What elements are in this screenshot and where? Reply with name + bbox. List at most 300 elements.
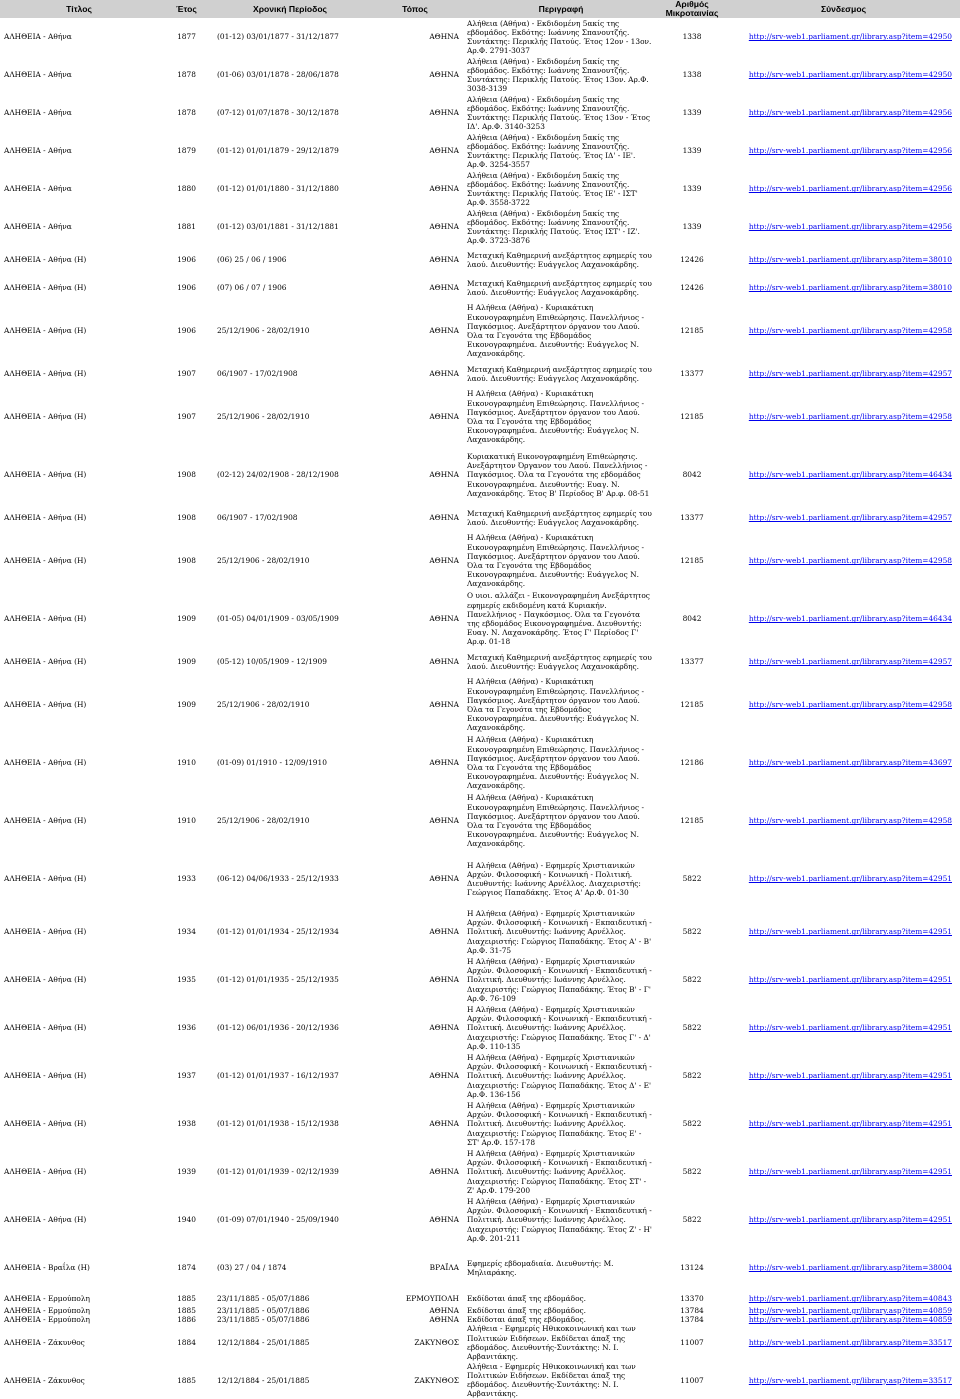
table-cell-year: 1885 [177,1306,196,1315]
table-cell-description: Η Αλήθεια (Αθήνα) - Εφημερίς Χριστιανικών Αρχών. Φιλοσοφική - Κοινωνική - Εκπαιδευτική - Πολιτική. Διευθυντής: Ιωάννης Αρνέλλος. Διαχειριστής: Γεώργιος Παπαδάκης. Έτος Δ' - Ε' Αρ.Φ. 136-156 [467,1052,652,1099]
table-cell-microfilm: 12185 [680,556,704,566]
library-link[interactable]: http://srv-web1.parliament.gr/library.asp?item=40843 [748,1294,952,1304]
table-cell-period: (02-12) 24/02/1908 - 28/12/1908 [217,470,339,480]
library-link[interactable]: http://srv-web1.parliament.gr/library.asp?item=42950 [748,32,952,42]
table-cell-title: ΑΛΗΘΕΙΑ - Αθήνα (Η) [4,874,87,884]
table-cell-year: 1909 [177,700,196,710]
library-link[interactable]: http://srv-web1.parliament.gr/library.asp?item=42951 [748,927,952,937]
library-link[interactable]: http://srv-web1.parliament.gr/library.asp?item=42951 [748,1071,952,1081]
table-cell-description: Η Αλήθεια (Αθήνα) - Κυριακάτικη Εικονογραφημένη Επιθεώρησις. Πανελλήνιος - Παγκόσμιος. Ανεξάρτητον όργανον του Λαού. Όλα τα Γεγονότα της Εβδομάδος Εικονογραφημένα. Διευθυντής: Ευάγγελος Ν. Λαχανοκάρδης. [467,793,644,849]
table-cell-microfilm: 13784 [680,1306,704,1315]
table-cell-microfilm: 12185 [680,412,704,422]
library-link[interactable]: http://srv-web1.parliament.gr/library.asp?item=38004 [748,1263,952,1273]
table-cell-description: Η Αλήθεια (Αθήνα) - Εφημερίς Χριστιανικών Αρχών. Φιλοσοφική - Κοινωνική - Εκπαιδευτική - Πολιτική. Διευθυντής: Ιωάννης Αρνέλλος. Διαχειριστής: Γεώργιος Παπαδάκης. Έτος Α' - Β' Αρ.Φ. 31-75 [467,908,652,955]
table-cell-description: Η Αλήθεια (Αθήνα) - Κυριακάτικη Εικονογραφημένη Επιθεώρησις. Πανελλήνιος - Παγκόσμιος. Ανεξάρτητον όργανον του Λαού. Όλα τα Γεγονότα της Εβδομάδος Εικονογραφημένα. Διευθυντής: Ευάγγελος Ν. Λαχανοκάρδης. [467,389,644,445]
table-cell-description: Εκδίδοται άπαξ της εβδομάδος. [467,1306,587,1315]
table-cell-title: ΑΛΗΘΕΙΑ - Αθήνα [4,108,72,118]
table-cell-description: Ο υιοι. αλλάζει - Εικονογραφημένη Ανεξάρτητος εφημερίς εκδιδομένη κατά Κυριακήν. Πανελλήνιος - Παγκόσμιος. Όλα τα Γεγονότα της εβδομάδος Εικονογραφημένα. Διευθυντής: Ευαγ. Ν. Λαχανοκάρδης. Έτος Γ' Περίοδος Γ' Αρ.φ. 01-18 [467,591,650,647]
library-link[interactable]: http://srv-web1.parliament.gr/library.asp?item=40859 [748,1315,952,1325]
table-cell-year: 1879 [177,146,196,156]
table-cell-title: ΑΛΗΘΕΙΑ - Ερμούπολη [4,1306,90,1315]
table-cell-microfilm: 13124 [680,1263,704,1273]
library-link[interactable]: http://srv-web1.parliament.gr/library.asp?item=42957 [748,369,952,379]
library-link[interactable]: http://srv-web1.parliament.gr/library.asp?item=46434 [748,470,952,480]
table-cell-period: 23/11/1885 - 05/07/1886 [217,1294,310,1304]
table-row [0,1315,960,1324]
header-row [0,0,960,18]
table-cell-microfilm: 12185 [680,700,704,710]
library-link[interactable]: http://srv-web1.parliament.gr/library.asp?item=42958 [748,816,952,826]
table-cell-period: 25/12/1906 - 28/02/1910 [217,816,310,826]
library-link[interactable]: http://srv-web1.parliament.gr/library.asp?item=42951 [748,1167,952,1177]
table-cell-description: Αλήθεια - Εφημερίς Ηθικοκοινωνική και των Πολιτικών Ειδήσεων. Εκδίδεται άπαξ της εβδομάδος. Διευθυντής-Συντάκτης: Ν. Ι. Αρβανιτάκης. [467,1324,636,1362]
table-cell-link [727,170,960,208]
table-row [0,504,960,532]
library-link[interactable]: http://srv-web1.parliament.gr/library.asp?item=42951 [748,1023,952,1033]
table-row [0,56,960,94]
header-period: Χρονική Περίοδος [215,0,365,18]
table-cell-microfilm: 5822 [682,927,702,937]
table-cell-title: ΑΛΗΘΕΙΑ - Αθήνα (Η) [4,369,87,379]
table-cell-place: ΕΡΜΟΥΠΟΛΗ [405,1294,459,1304]
table-cell-description: Αλήθεια (Αθήνα) - Εκδιδομένη 5ακίς της εβδομάδος. Εκδότης: Ιωάννης Σπανουτζής. Συντάκτης: Περικλής Πατούς. Έτος ΙΕ' - ΙΣΤ' Αρ.Φ. 3558-3722 [467,170,638,208]
header-year: Έτος [158,0,215,18]
table-cell-microfilm: 1338 [682,70,702,80]
table-cell-place: ΑΘΗΝΑ [429,283,459,293]
table-cell-link [727,532,960,590]
table-cell-title: ΑΛΗΘΕΙΑ - Ερμούπολη [4,1315,90,1325]
table-cell-link [727,208,960,246]
table-cell-description: Η Αλήθεια (Αθήνα) - Κυριακάτικη Εικονογραφημένη Επιθεώρησις. Πανελλήνιος - Παγκόσμιος. Ανεξάρτητον όργανον του Λαού. Όλα τα Γεγονότα της Εβδομάδος Εικονογραφημένα. Διευθυντής: Ευάγγελος Ν. Λαχανοκάρδης. [467,677,644,733]
table-row [0,676,960,734]
library-link[interactable]: http://srv-web1.parliament.gr/library.asp?item=42958 [748,412,952,422]
library-link[interactable]: http://srv-web1.parliament.gr/library.asp?item=42956 [748,184,952,194]
table-cell-year: 1936 [177,1023,196,1033]
table-row [0,532,960,590]
table-cell-link [727,1100,960,1148]
table-cell-link [727,1315,960,1324]
table-cell-period: (03) 27 / 04 / 1874 [217,1263,287,1273]
table-cell-microfilm: 1339 [682,108,702,118]
table-cell-link [727,18,960,56]
table-cell-place: ΑΘΗΝΑ [429,32,459,42]
table-cell-year: 1907 [177,369,196,379]
header-place: Τόπος [365,0,465,18]
library-link[interactable]: http://srv-web1.parliament.gr/library.asp?item=42951 [748,1215,952,1225]
library-link[interactable]: http://srv-web1.parliament.gr/library.asp?item=42957 [748,513,952,523]
table-cell-link [727,94,960,132]
table-cell-year: 1881 [177,222,196,232]
table-cell-description: Αλήθεια (Αθήνα) - Εκδιδομένη 5ακίς της εβδομάδος. Εκδότης: Ιωάννης Σπανουτζής. Συντάκτης: Περικλής Πατούς. Έτος 13ον - Έτος ΙΔ'. Αρ.Φ. 3140-3253 [467,94,650,132]
library-link[interactable]: http://srv-web1.parliament.gr/library.asp?item=42958 [748,326,952,336]
library-link[interactable]: http://srv-web1.parliament.gr/library.asp?item=42956 [748,146,952,156]
table-cell-title: ΑΛΗΘΕΙΑ - Αθήνα (Η) [4,927,87,937]
table-cell-year: 1933 [177,874,196,884]
table-cell-year: 1908 [177,556,196,566]
table-cell-year: 1880 [177,184,196,194]
table-cell-description: Η Αλήθεια (Αθήνα) - Εφημερίς Χριστιανικών Αρχών. Φιλοσοφική - Κοινωνική - Εκπαιδευτική - Πολιτική. Διευθυντής: Ιωάννης Αρνέλλος. Διαχειριστής: Γεώργιος Παπαδάκης. Έτος Γ' - Δ' Αρ.Φ. 110-135 [467,1004,652,1051]
table-cell-place: ΑΘΗΝΑ [429,556,459,566]
table-cell-place: ΑΘΗΝΑ [429,1315,459,1325]
table-cell-place: ΑΘΗΝΑ [429,184,459,194]
table-cell-place: ΑΘΗΝΑ [429,816,459,826]
table-cell-period: (01-12) 01/01/1938 - 15/12/1938 [217,1119,339,1129]
table-row [0,850,960,908]
table-cell-microfilm: 13377 [680,657,704,667]
table-cell-period: (01-12) 01/01/1935 - 25/12/1935 [217,975,339,985]
header-link: Σύνδεσμος [727,0,960,18]
table-cell-year: 1877 [177,32,196,42]
table-cell-microfilm: 12186 [680,758,704,768]
library-link[interactable]: http://srv-web1.parliament.gr/library.asp?item=42958 [748,700,952,710]
table-row [0,956,960,1004]
library-link[interactable]: http://srv-web1.parliament.gr/library.asp?item=43697 [748,758,952,768]
table-cell-year: 1907 [177,412,196,422]
table-cell-link [727,246,960,274]
table-cell-description: Αλήθεια (Αθήνα) - Εκδιδομένη 5ακίς της εβδομάδος. Εκδότης: Ιωάννης Σπανουτζής. Συντάκτης: Περικλής Πατούς. Έτος 12ον - 13ον. Αρ.Φ. 2791-3037 [467,18,652,56]
table-cell-microfilm: 1339 [682,184,702,194]
table-row [0,1306,960,1315]
table-cell-microfilm: 5822 [682,874,702,884]
table-cell-description: Αλήθεια (Αθήνα) - Εκδιδομένη 5ακίς της εβδομάδος. Εκδότης: Ιωάννης Σπανουτζής. Συντάκτης: Περικλής Πατούς. Έτος ΙΔ' - ΙΕ'. Αρ.Φ. 3254-3557 [467,132,636,170]
table-cell-place: ΑΘΗΝΑ [429,470,459,480]
table-cell-place: ΒΡΑΪΛΑ [429,1263,459,1273]
table-cell-microfilm: 5822 [682,1119,702,1129]
table-cell-link [727,1244,960,1292]
table-cell-place: ΑΘΗΝΑ [429,1119,459,1129]
table-cell-link [727,1361,960,1399]
table-cell-microfilm: 1339 [682,222,702,232]
table-cell-title: ΑΛΗΘΕΙΑ - Βραΐλα (Η) [4,1263,90,1273]
table-cell-title: ΑΛΗΘΕΙΑ - Αθήνα (Η) [4,513,87,523]
table-row [0,1100,960,1148]
table-row [0,302,960,360]
table-cell-description: Αλήθεια (Αθήνα) - Εκδιδομένη 5ακίς της εβδομάδος. Εκδότης: Ιωάννης Σπανουτζής. Συντάκτης: Περικλής Πατούς. Έτος 13ον. Αρ.Φ. 3038-3139 [467,56,649,94]
table-cell-description: Η Αλήθεια (Αθήνα) - Εφημερίς Χριστιανικών Αρχών. Φιλοσοφική - Κοινωνική - Εκπαιδευτική - Πολιτική. Διευθυντής: Ιωάννης Αρνέλλος. Διαχειριστής: Γεώργιος Παπαδάκης. Έτος ΣΤ' - Ζ' Αρ.Φ. 179-200 [467,1148,652,1195]
table-cell-year: 1874 [177,1263,196,1273]
table-cell-year: 1884 [177,1338,196,1348]
table-cell-microfilm: 12185 [680,326,704,336]
table-cell-year: 1937 [177,1071,196,1081]
table-row [0,734,960,792]
table-cell-link [727,1292,960,1306]
table-cell-period: 06/1907 - 17/02/1908 [217,369,298,379]
table-cell-period: 12/12/1884 - 25/01/1885 [217,1338,310,1348]
table-cell-description: Η Αλήθεια (Αθήνα) - Κυριακάτικη Εικονογραφημένη Επιθεώρησις. Πανελλήνιος - Παγκόσμιος. Ανεξάρτητον όργανον του Λαού. Όλα τα Γεγονότα της Εβδομάδος Εικονογραφημένα. Διευθυντής: Ευάγγελος Ν. Λαχανοκάρδης. [467,533,644,589]
table-cell-link [727,908,960,956]
table-cell-description: Εφημερίς εβδομαδιαία. Διευθυντής: Μ. Μηλιαράκης. [467,1258,614,1277]
header-description: Περιγραφή [465,0,657,18]
table-cell-year: 1878 [177,70,196,80]
library-link[interactable]: http://srv-web1.parliament.gr/library.asp?item=38010 [748,255,952,265]
table-cell-title: ΑΛΗΘΕΙΑ - Αθήνα (Η) [4,1071,87,1081]
library-link[interactable]: http://srv-web1.parliament.gr/library.asp?item=42951 [748,975,952,985]
table-cell-description: Η Αλήθεια (Αθήνα) - Κυριακάτικη Εικονογραφημένη Επιθεώρησις. Πανελλήνιος - Παγκόσμιος. Ανεξάρτητον όργανον του Λαού. Όλα τα Γεγονότα της Εβδομάδος Εικονογραφημένα. Διευθυντής: Ευάγγελος Ν. Λαχανοκάρδης. [467,303,644,359]
table-cell-place: ΑΘΗΝΑ [429,700,459,710]
table-row [0,388,960,446]
table-cell-link [727,446,960,504]
table-cell-place: ΑΘΗΝΑ [429,513,459,523]
table-cell-description: Μεταχική Καθημερινή ανεξάρτητος εφημερίς του λαού. Διευθυντής: Ευάγγελος Λαχανοκάρδης. [467,278,652,297]
table-cell-description: Μεταχική Καθημερινή ανεξάρτητος εφημερίς του λαού. Διευθυντής: Ευάγγελος Λαχανοκάρδης. [467,250,652,269]
header-microfilm: Αριθμός Μικροταινίας [657,0,727,18]
library-link[interactable]: http://srv-web1.parliament.gr/library.asp?item=46434 [748,614,952,624]
table-cell-period: 12/12/1884 - 25/01/1885 [217,1375,310,1385]
table-cell-title: ΑΛΗΘΕΙΑ - Αθήνα (Η) [4,1215,87,1225]
table-cell-link [727,504,960,532]
table-cell-title: ΑΛΗΘΕΙΑ - Ερμούπολη [4,1294,90,1304]
table-cell-microfilm: 1339 [682,146,702,156]
table-cell-year: 1906 [177,255,196,265]
table-cell-period: (06) 25 / 06 / 1906 [217,255,287,265]
table-row [0,132,960,170]
table-cell-year: 1908 [177,470,196,480]
table-cell-period: (06-12) 04/06/1933 - 25/12/1933 [217,874,339,884]
table-cell-place: ΑΘΗΝΑ [429,1167,459,1177]
table-row [0,792,960,850]
library-link[interactable]: http://srv-web1.parliament.gr/library.asp?item=42950 [748,70,952,80]
table-cell-year: 1910 [177,816,196,826]
table-cell-link [727,792,960,850]
table-cell-title: ΑΛΗΘΕΙΑ - Αθήνα (Η) [4,470,87,480]
table-cell-year: 1934 [177,927,196,937]
table-row [0,1148,960,1196]
table-cell-place: ΑΘΗΝΑ [429,975,459,985]
table-row [0,170,960,208]
table-cell-year: 1938 [177,1119,196,1129]
table-cell-place: ΑΘΗΝΑ [429,1023,459,1033]
table-cell-period: 23/11/1885 - 05/07/1886 [217,1306,310,1315]
table-cell-year: 1910 [177,758,196,768]
table-cell-title: ΑΛΗΘΕΙΑ - Αθήνα [4,70,72,80]
table-cell-description: Μεταχική Καθημερινή ανεξάρτητος εφημερίς του λαού. Διευθυντής: Ευάγγελος Λαχανοκάρδης. [467,364,652,383]
table-row [0,1324,960,1361]
library-link[interactable]: http://srv-web1.parliament.gr/library.asp?item=38010 [748,283,952,293]
table-cell-period: (05-12) 10/05/1909 - 12/1909 [217,657,327,667]
table-cell-description: Κυριακατική Εικονογραφημένη Επιθεώρησις. Ανεξάρτητον Όργανον του Λαού. Πανελλήνιος - Παγκόσμιος. Όλα τα Γεγονότα της εβδομάδος Εικονογραφημένα. Διευθυντής: Ευαγ. Ν. Λαχανοκάρδης. Έτος Β' Περίοδος Β' Αρ.φ. 08-51 [467,451,650,498]
library-link[interactable]: http://srv-web1.parliament.gr/library.asp?item=42956 [748,222,952,232]
table-cell-place: ΑΘΗΝΑ [429,758,459,768]
table-cell-period: 25/12/1906 - 28/02/1910 [217,326,310,336]
table-cell-place: ΑΘΗΝΑ [429,70,459,80]
table-cell-place: ΖΑΚΥΝΘΟΣ [414,1375,459,1385]
table-cell-period: (07) 06 / 07 / 1906 [217,283,287,293]
table-row [0,648,960,676]
table-cell-period: (01-12) 03/01/1877 - 31/12/1877 [217,32,339,42]
table-cell-year: 1935 [177,975,196,985]
library-link[interactable]: http://srv-web1.parliament.gr/library.asp?item=33517 [748,1375,952,1385]
table-cell-link [727,648,960,676]
table-cell-link [727,1004,960,1052]
table-cell-place: ΑΘΗΝΑ [429,927,459,937]
table-cell-place: ΑΘΗΝΑ [429,412,459,422]
table-cell-microfilm: 5822 [682,1071,702,1081]
table-cell-microfilm: 1338 [682,32,702,42]
table-cell-link [727,850,960,908]
library-link[interactable]: http://srv-web1.parliament.gr/library.asp?item=42958 [748,556,952,566]
table-cell-period: (01-12) 01/01/1939 - 02/12/1939 [217,1167,339,1177]
table-cell-period: (01-12) 01/01/1879 - 29/12/1879 [217,146,339,156]
table-cell-title: ΑΛΗΘΕΙΑ - Αθήνα [4,32,72,42]
table-cell-microfilm: 13377 [680,369,704,379]
table-cell-place: ΑΘΗΝΑ [429,1071,459,1081]
table-cell-description: Η Αλήθεια (Αθήνα) - Κυριακάτικη Εικονογραφημένη Επιθεώρησις. Πανελλήνιος - Παγκόσμιος. Ανεξάρτητον όργανον του Λαού. Όλα τα Γεγονότα της Εβδομάδος Εικονογραφημένα. Διευθυντής: Ευάγγελος Ν. Λαχανοκάρδης. [467,735,644,791]
table-cell-link [727,274,960,302]
table-cell-link [727,1324,960,1361]
table-cell-period: (07-12) 01/07/1878 - 30/12/1878 [217,108,339,118]
table-row [0,18,960,56]
table-cell-title: ΑΛΗΘΕΙΑ - Αθήνα (Η) [4,657,87,667]
library-link[interactable]: http://srv-web1.parliament.gr/library.asp?item=40859 [748,1306,952,1315]
header-title: Τίτλος [0,0,158,18]
table-cell-title: ΑΛΗΘΕΙΑ - Αθήνα (Η) [4,255,87,265]
table-cell-title: ΑΛΗΘΕΙΑ - Αθήνα (Η) [4,614,87,624]
table-cell-link [727,1196,960,1244]
table-cell-place: ΑΘΗΝΑ [429,657,459,667]
table-cell-title: ΑΛΗΘΕΙΑ - Αθήνα (Η) [4,1119,87,1129]
table-row [0,94,960,132]
table-cell-title: ΑΛΗΘΕΙΑ - Αθήνα (Η) [4,1167,87,1177]
table-cell-microfilm: 5822 [682,1215,702,1225]
table-cell-title: ΑΛΗΘΕΙΑ - Αθήνα (Η) [4,758,87,768]
table-cell-period: (01-12) 06/01/1936 - 20/12/1936 [217,1023,339,1033]
table-cell-place: ΑΘΗΝΑ [429,255,459,265]
table-cell-year: 1908 [177,513,196,523]
table-cell-link [727,1306,960,1315]
table-cell-year: 1939 [177,1167,196,1177]
table-cell-link [727,132,960,170]
table-row [0,1196,960,1244]
table-cell-description: Αλήθεια (Αθήνα) - Εκδιδομένη 5ακίς της εβδομάδος. Εκδότης: Ιωάννης Σπανουτζής. Συντάκτης: Περικλής Πατούς. Έτος ΙΣΤ' - ΙΖ'. Αρ.Φ. 3723-3876 [467,208,640,246]
table-cell-year: 1909 [177,614,196,624]
table-row [0,1052,960,1100]
table-cell-description: Μεταχική Καθημερινή ανεξάρτητος εφημερίς του λαού. Διευθυντής: Ευάγγελος Λαχανοκάρδης. [467,508,652,527]
table-row [0,246,960,274]
table-cell-title: ΑΛΗΘΕΙΑ - Αθήνα (Η) [4,556,87,566]
table-cell-place: ΑΘΗΝΑ [429,874,459,884]
table-cell-title: ΑΛΗΘΕΙΑ - Αθήνα (Η) [4,412,87,422]
table-row [0,446,960,504]
table-cell-description: Αλήθεια - Εφημερίς Ηθικοκοινωνική και των Πολιτικών Ειδήσεων. Εκδίδεται άπαξ της εβδομάδος. Διευθυντής-Συντάκτης: Ν. Ι. Αρβανιτάκης. [467,1361,636,1399]
table-cell-link [727,360,960,388]
table-cell-period: (01-12) 01/01/1937 - 16/12/1937 [217,1071,339,1081]
table-cell-place: ΑΘΗΝΑ [429,222,459,232]
table-cell-period: 25/12/1906 - 28/02/1910 [217,700,310,710]
table-cell-place: ΑΘΗΝΑ [429,108,459,118]
table-cell-title: ΑΛΗΘΕΙΑ - Αθήνα [4,146,72,156]
table-cell-title: ΑΛΗΘΕΙΑ - Αθήνα [4,184,72,194]
table-cell-period: (01-05) 04/01/1909 - 03/05/1909 [217,614,339,624]
table-cell-year: 1909 [177,657,196,667]
table-cell-microfilm: 11007 [680,1338,704,1348]
table-cell-period: (01-09) 01/1910 - 12/09/1910 [217,758,327,768]
table-cell-link [727,302,960,360]
table-cell-year: 1878 [177,108,196,118]
table-row [0,908,960,956]
table-cell-title: ΑΛΗΘΕΙΑ - Ζάκυνθος [4,1338,85,1348]
table-cell-year: 1885 [177,1375,196,1385]
table-cell-title: ΑΛΗΘΕΙΑ - Αθήνα (Η) [4,975,87,985]
table-cell-microfilm: 13377 [680,513,704,523]
table-cell-link [727,676,960,734]
table-cell-description: Εκδίδοται άπαξ της εβδομάδος. [467,1315,587,1325]
table-cell-link [727,734,960,792]
table-cell-description: Εκδίδοται άπαξ της εβδομάδος. [467,1294,587,1304]
table-cell-microfilm: 5822 [682,975,702,985]
table-cell-title: ΑΛΗΘΕΙΑ - Αθήνα [4,222,72,232]
table-cell-place: ΑΘΗΝΑ [429,369,459,379]
table-row [0,274,960,302]
table-cell-title: ΑΛΗΘΕΙΑ - Ζάκυνθος [4,1375,85,1385]
table-row [0,360,960,388]
table-cell-microfilm: 11007 [680,1375,704,1385]
table-cell-period: 23/11/1885 - 05/07/1886 [217,1315,310,1325]
table-cell-year: 1940 [177,1215,196,1225]
table-row [0,208,960,246]
table-cell-title: ΑΛΗΘΕΙΑ - Αθήνα (Η) [4,1023,87,1033]
table-cell-microfilm: 8042 [682,470,702,480]
table-cell-year: 1906 [177,283,196,293]
table-cell-microfilm: 8042 [682,614,702,624]
library-link[interactable]: http://srv-web1.parliament.gr/library.asp?item=42956 [748,108,952,118]
table-cell-title: ΑΛΗΘΕΙΑ - Αθήνα (Η) [4,326,87,336]
table-cell-link [727,56,960,94]
table-cell-period: (01-09) 07/01/1940 - 25/09/1940 [217,1215,339,1225]
table-cell-microfilm: 5822 [682,1167,702,1177]
table-row [0,1244,960,1292]
table-cell-description: Η Αλήθεια (Αθήνα) - Εφημερίς Χριστιανικών Αρχών. Φιλοσοφική - Κοινωνική - Εκπαιδευτική - Πολιτική. Διευθυντής: Ιωάννης Αρνέλλος. Διαχειριστής: Γεώργιος Παπαδάκης. Έτος Ε' - ΣΤ' Αρ.Φ. 157-178 [467,1100,652,1147]
table-cell-period: (01-12) 01/01/1934 - 25/12/1934 [217,927,339,937]
table-cell-year: 1886 [177,1315,196,1325]
table-cell-link [727,388,960,446]
library-link[interactable]: http://srv-web1.parliament.gr/library.asp?item=33517 [748,1338,952,1348]
table-cell-description: Η Αλήθεια (Αθήνα) - Εφημερίς Χριστιανικών Αρχών. Φιλοσοφική - Κοινωνική - Πολιτική. Διευθυντής: Ιωάννης Αρνέλλος. Διαχειριστής: Γεώργιος Παπαδάκης. Έτος Α' Αρ.Φ. 01-30 [467,860,641,898]
table-cell-title: ΑΛΗΘΕΙΑ - Αθήνα (Η) [4,816,87,826]
table-cell-microfilm: 13370 [680,1294,704,1304]
table-row [0,1004,960,1052]
table-cell-microfilm: 5822 [682,1023,702,1033]
table-cell-link [727,956,960,1004]
table-row [0,1292,960,1306]
table-cell-year: 1885 [177,1294,196,1304]
library-link[interactable]: http://srv-web1.parliament.gr/library.asp?item=42957 [748,657,952,667]
table-cell-link [727,1148,960,1196]
table-cell-period: (01-12) 03/01/1881 - 31/12/1881 [217,222,339,232]
table-cell-year: 1906 [177,326,196,336]
table-cell-title: ΑΛΗΘΕΙΑ - Αθήνα (Η) [4,283,87,293]
table-cell-period: 25/12/1906 - 28/02/1910 [217,412,310,422]
table-cell-place: ΑΘΗΝΑ [429,146,459,156]
table-cell-place: ΑΘΗΝΑ [429,614,459,624]
table-cell-period: 25/12/1906 - 28/02/1910 [217,556,310,566]
table-cell-description: Η Αλήθεια (Αθήνα) - Εφημερίς Χριστιανικών Αρχών. Φιλοσοφική - Κοινωνική - Εκπαιδευτική - Πολιτική. Διευθυντής: Ιωάννης Αρνέλλος. Διαχειριστής: Γεώργιος Παπαδάκης. Έτος Ζ' - Η' Αρ.Φ. 201-211 [467,1196,652,1243]
table-cell-microfilm: 12185 [680,816,704,826]
table-cell-microfilm: 12426 [680,255,704,265]
table-cell-link [727,1052,960,1100]
table-cell-link [727,590,960,648]
table-cell-title: ΑΛΗΘΕΙΑ - Αθήνα (Η) [4,700,87,710]
table-cell-place: ΑΘΗΝΑ [429,1215,459,1225]
library-link[interactable]: http://srv-web1.parliament.gr/library.asp?item=42951 [748,1119,952,1129]
table-cell-period: (01-12) 01/01/1880 - 31/12/1880 [217,184,339,194]
table-cell-period: (01-06) 03/01/1878 - 28/06/1878 [217,70,339,80]
table-row [0,590,960,648]
table-cell-period: 06/1907 - 17/02/1908 [217,513,298,523]
table-cell-description: Η Αλήθεια (Αθήνα) - Εφημερίς Χριστιανικών Αρχών. Φιλοσοφική - Κοινωνική - Εκπαιδευτική - Πολιτική. Διευθυντής: Ιωάννης Αρνέλλος. Διαχειριστής: Γεώργιος Παπαδάκης. Έτος Β' - Γ' Αρ.Φ. 76-109 [467,956,652,1003]
table-cell-place: ΑΘΗΝΑ [429,326,459,336]
library-link[interactable]: http://srv-web1.parliament.gr/library.asp?item=42951 [748,874,952,884]
table-row [0,1361,960,1399]
